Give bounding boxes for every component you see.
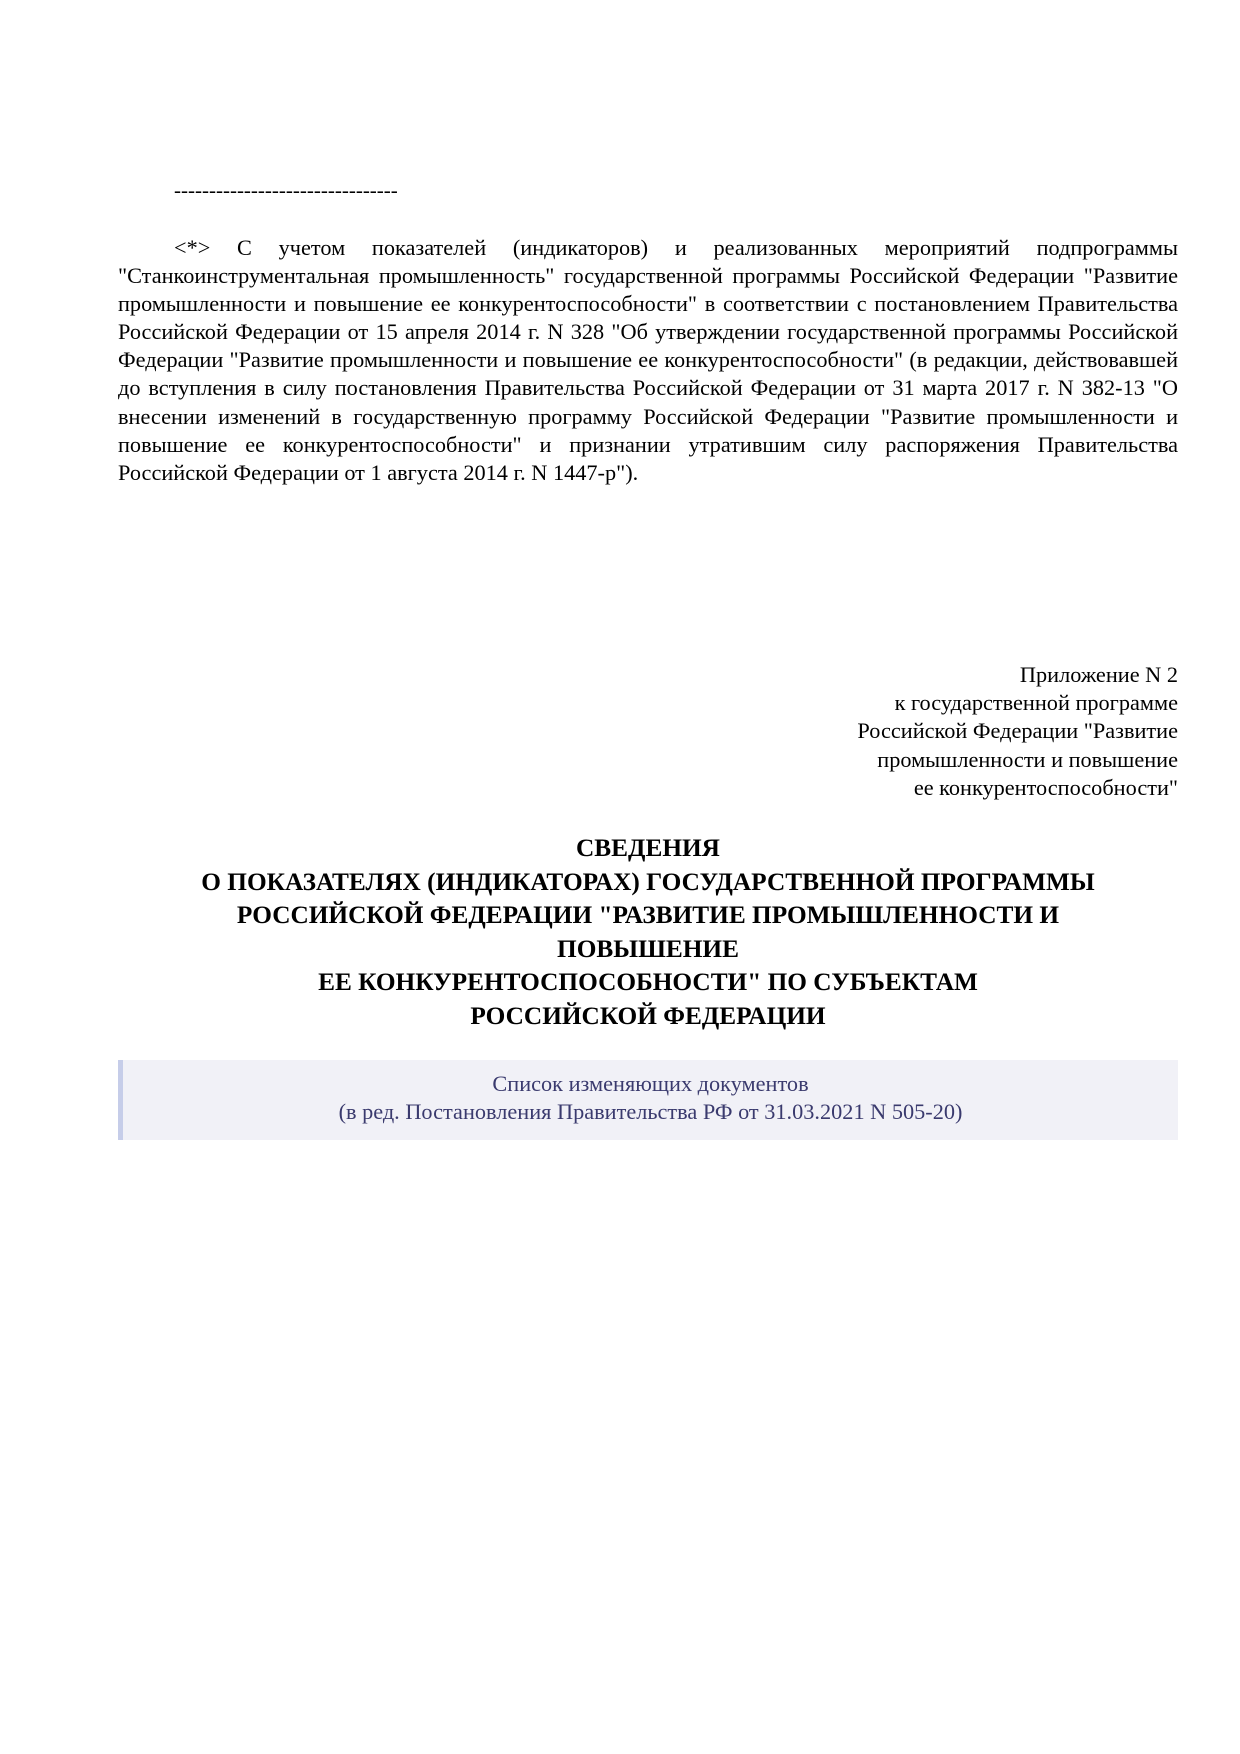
appendix-line: промышленности и повышение — [877, 746, 1178, 772]
footnote-text: <*> С учетом показателей (индикаторов) и реализованных мероприятий подпрограммы "Станкоинструментальная промышленность" государственной программы Российской Федерации "Развитие промышленности и повышение ее конкурентоспособности" в соответствии с постановлением Правительства Российской Федерации от 15 апреля 2014 г. N 328 "Об утверждении государственной программы Российской Федерации "Развитие промышленности и повышение ее конкурентоспособности" (в редакции, действовавшей до вступления в силу постановления Правительства Российской Федерации от 31 марта 2017 г. N 382-13 "О внесении изменений в государственную программу Российской Федерации "Развитие промышленности и повышение ее конкурентоспособности" и признании утратившим силу распоряжения Правительства Российской Федерации от 1 августа 2014 г. N 1447-р"). — [118, 235, 1178, 485]
title-line: О ПОКАЗАТЕЛЯХ (ИНДИКАТОРАХ) ГОСУДАРСТВЕННОЙ ПРОГРАММЫ — [201, 867, 1095, 896]
appendix-line: Приложение N 2 — [1019, 662, 1178, 687]
footnote-separator: -------------------------------- — [174, 178, 398, 202]
appendix-line: ее конкурентоспособности" — [913, 774, 1178, 800]
document-title — [118, 832, 1178, 1033]
title-line: ПОВЫШЕНИЕ — [557, 934, 739, 963]
appendix-reference — [658, 661, 1178, 802]
revisions-box — [118, 1060, 1178, 1140]
revisions-title: Список изменяющих документов — [492, 1071, 809, 1096]
appendix-line: Российской Федерации "Развитие — [857, 718, 1178, 744]
title-line: РОССИЙСКОЙ ФЕДЕРАЦИИ — [470, 1001, 826, 1030]
revisions-entry: (в ред. Постановления Правительства РФ от 31.03.2021 N 505-20) — [338, 1099, 963, 1124]
title-line: РОССИЙСКОЙ ФЕДЕРАЦИИ "РАЗВИТИЕ ПРОМЫШЛЕННОСТИ И — [236, 901, 1060, 929]
appendix-line: к государственной программе — [894, 690, 1178, 716]
title-line: СВЕДЕНИЯ — [576, 834, 720, 862]
title-line: ЕЕ КОНКУРЕНТОСПОСОБНОСТИ" ПО СУБЪЕКТАМ — [318, 968, 978, 996]
